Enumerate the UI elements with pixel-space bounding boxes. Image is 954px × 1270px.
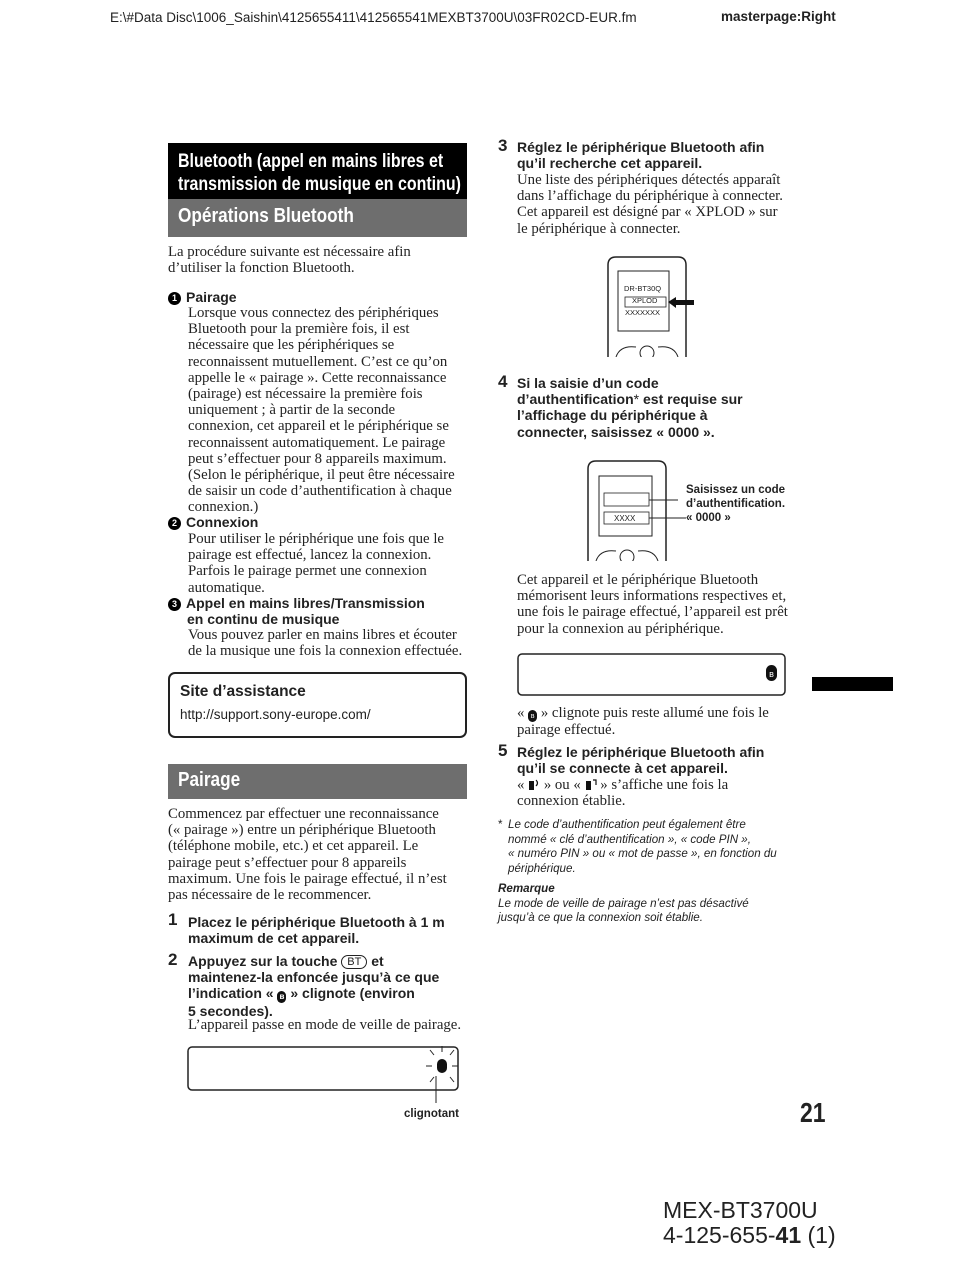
file-path: E:\#Data Disc\1006_Saishin\4125655411\412565541MEXBT3700U\03FR02CD-EUR.fm: [110, 10, 637, 25]
text-line: Pour utiliser le périphérique une fois que le: [188, 531, 444, 547]
text-line: automatique.: [188, 579, 265, 596]
text-line: connexion établie.: [517, 793, 626, 810]
instruction-line: 5 secondes).: [188, 1003, 273, 1020]
step-2-body: L’appareil passe en mode de veille de pairage.: [188, 1017, 462, 1033]
operation-title-text: Pairage: [186, 289, 237, 305]
section-title-line1: Bluetooth (appel en mains libres et: [178, 151, 444, 172]
text-line: Cet appareil et le périphérique Bluetooth: [517, 572, 759, 588]
text-line: (Selon le périphérique, il peut être nécessaire: [188, 467, 455, 484]
step-5-body: [517, 777, 807, 809]
instruction-text: d’authentification: [517, 391, 634, 408]
text-line: Parfois le pairage permet une connexion: [188, 563, 427, 580]
text-line: reconnaissent mutuellement. C’est ce qu’on: [188, 353, 448, 370]
operation-title-text: Appel en mains libres/Transmission: [186, 595, 425, 611]
text-line: dans l’affichage du périphérique à connecter.: [517, 188, 783, 205]
text-fragment: «: [517, 777, 525, 793]
text-line: (pairage) est nécessaire la première fois: [188, 386, 423, 403]
text-line: de saisir un code d’authentification à chaque: [188, 483, 452, 500]
text-line: Le mode de veille de pairage n’est pas désactivé: [498, 896, 749, 910]
section-title-line2: transmission de musique en continu): [178, 174, 461, 195]
text-line: Une liste des périphériques détectés apparaît: [517, 172, 781, 188]
text-line: peut s’effectuer pour 8 appareils maximum.: [188, 450, 447, 467]
text-line: jusqu’à ce que la connexion soit établie.: [498, 911, 703, 924]
step-3-body: [517, 172, 807, 237]
instruction-line: Réglez le périphérique Bluetooth afin: [517, 744, 765, 760]
display-blinking-illustration: [186, 1043, 466, 1103]
text-line: mémorisent leurs informations respectives et,: [517, 588, 787, 605]
instruction-text: et: [371, 953, 384, 969]
text-line: le périphérique à connecter.: [517, 220, 681, 237]
instruction-line: l’affichage du périphérique à: [517, 407, 708, 424]
intro-paragraph: [168, 244, 468, 276]
text-line: une fois le pairage effectué, l’appareil est prêt: [517, 604, 788, 621]
text-line: Commencez par effectuer une reconnaissance: [168, 806, 439, 822]
instruction-line: Placez le périphérique Bluetooth à 1 m: [188, 914, 445, 930]
model-name: MEX-BT3700U: [663, 1197, 818, 1223]
circled-number: 1: [168, 292, 181, 305]
subtitle-banner: [168, 199, 467, 237]
text-line: « numéro PIN » ou « mot de passe », en fonction du: [508, 847, 777, 860]
step-5-instruction: [517, 744, 764, 776]
section-subtitle: Opérations Bluetooth: [178, 205, 354, 227]
operation-3-body: [188, 627, 478, 659]
remark-block: [498, 882, 798, 926]
text-line: reconnaissent automatiquement. Le pairage: [188, 434, 446, 451]
instruction-line: maximum de cet appareil.: [188, 930, 360, 947]
text-line: périphérique.: [508, 861, 576, 875]
text-line: pas nécessaire de le recommencer.: [168, 887, 372, 904]
operation-1-body: [188, 305, 478, 516]
text-line: nommé « clé d’authentification », « code PIN »,: [508, 832, 751, 846]
phone-list-item-selected: XPLOD: [632, 296, 658, 305]
svg-text:ʙ: ʙ: [769, 669, 774, 679]
phone-list-item: DR-BT30Q: [624, 284, 662, 293]
step-4-after-display: [517, 705, 807, 738]
circled-number: 2: [168, 517, 181, 530]
callout-line: Saisissez un code: [686, 484, 786, 496]
instruction-line: qu’il recherche cet appareil.: [517, 155, 703, 172]
phone-device-list-illustration: [606, 255, 696, 357]
operation-2-title: [168, 514, 258, 530]
model-code: [663, 1198, 836, 1248]
instruction-line: qu’il se connecte à cet appareil.: [517, 760, 728, 777]
step-1-number: 1: [168, 910, 178, 929]
support-url[interactable]: http://support.sony-europe.com/: [180, 707, 371, 722]
instruction-text: est requise sur: [639, 391, 743, 408]
step-1-instruction: [188, 914, 445, 946]
text-fragment: «: [517, 705, 525, 721]
instruction-text: l’indication «: [188, 985, 274, 1002]
text-line: Lorsque vous connectez des périphériques: [188, 305, 439, 321]
instruction-line: Réglez le périphérique Bluetooth afin: [517, 139, 765, 155]
part-number-bold: 41: [775, 1222, 802, 1248]
step-3-number: 3: [498, 136, 508, 155]
step-5-number: 5: [498, 741, 508, 760]
operation-2-body: [188, 531, 478, 596]
blinking-label: clignotant: [404, 1108, 459, 1120]
instruction-line: maintenez-la enfoncée jusqu’à ce que: [188, 969, 440, 986]
step-2-instruction: [188, 953, 478, 1020]
operation-3-title: [168, 595, 425, 627]
support-title: Site d’assistance: [180, 683, 306, 700]
text-line: (téléphone mobile, etc.) et cet appareil. Le: [168, 838, 419, 855]
instruction-text: Appuyez sur la touche: [188, 953, 338, 969]
masterpage-label: masterpage:Right: [721, 9, 836, 24]
text-line: Cet appareil est désigné par « XPLOD » sur: [517, 204, 778, 221]
phone-audio-icon: [585, 778, 597, 790]
pairage-banner: [168, 764, 467, 799]
intro-line: La procédure suivante est nécessaire afin: [168, 244, 411, 260]
text-line: (« pairage ») entre un périphérique Bluetooth: [168, 822, 436, 839]
text-line: nécessaire que les périphériques se: [188, 337, 395, 354]
operation-1-title: [168, 289, 237, 305]
bluetooth-icon: ʙ: [277, 991, 286, 1003]
footnote-text: [508, 818, 808, 876]
text-line: maximum. Une fois le pairage effectué, il n’est: [168, 870, 447, 887]
text-fragment: » ou «: [543, 777, 581, 793]
step-3-instruction: [517, 139, 764, 171]
text-fragment: » clignote puis reste allumé une fois le: [540, 705, 769, 721]
bluetooth-icon: ʙ: [528, 710, 537, 722]
display-panel: [188, 1047, 458, 1090]
passcode-callout: [686, 483, 785, 525]
text-fragment: » s’affiche une fois la: [600, 777, 729, 793]
section-side-tab: [812, 677, 893, 691]
page-number: 21: [800, 1097, 826, 1128]
part-number-suffix: (1): [801, 1222, 836, 1248]
step-4-instruction: [517, 375, 807, 440]
phone-passcode-illustration: [586, 459, 806, 561]
text-line: uniquement ; à partir de la seconde: [188, 402, 396, 419]
circled-number: 3: [168, 598, 181, 611]
text-line: pairage est effectué, lancez la connexion.: [188, 547, 432, 564]
text-line: Vous pouvez parler en mains libres et écouter: [188, 627, 457, 643]
pairage-intro: [168, 806, 468, 903]
text-line: connexion.): [188, 499, 259, 516]
callout-line: d’authentification.: [686, 498, 786, 510]
bt-key-icon: BT: [341, 955, 367, 969]
text-line: pairage peut s’effectuer pour 8 appareils: [168, 854, 407, 871]
instruction-text: » clignote (environ: [290, 985, 415, 1002]
text-line: Bluetooth pour la première fois, il est: [188, 321, 410, 338]
phone-list-item: XXXXXXX: [625, 308, 661, 317]
support-site-box: [168, 672, 467, 738]
display-paired-illustration: [516, 652, 788, 698]
instruction-line: connecter, saisissez « 0000 ».: [517, 423, 715, 440]
intro-line: d’utiliser la fonction Bluetooth.: [168, 260, 355, 277]
text-line: appelle le « pairage ». Cette reconnaissance: [188, 369, 447, 386]
phone-handsfree-icon: [528, 778, 540, 790]
callout-line: « 0000 »: [686, 512, 731, 524]
step-2-number: 2: [168, 950, 178, 969]
operation-title-text: en continu de musique: [187, 611, 340, 628]
remark-title: Remarque: [498, 882, 555, 895]
instruction-line: Si la saisie d’un code: [517, 375, 659, 391]
text-line: de la musique une fois la connexion effectuée.: [188, 643, 463, 660]
pairage-title: Pairage: [178, 769, 241, 791]
operation-title-text: Connexion: [186, 514, 259, 530]
part-number: 4-125-655-: [663, 1222, 776, 1248]
passcode-field: XXXX: [614, 514, 636, 523]
text-line: pairage effectué.: [517, 722, 616, 738]
display-panel: [518, 654, 785, 695]
section-title-banner: [168, 143, 467, 199]
step-4-number: 4: [498, 372, 508, 391]
text-line: connexion, cet appareil et le périphérique se: [188, 418, 449, 435]
footnote-marker: *: [633, 391, 640, 408]
step-4-body: [517, 572, 807, 637]
footnote-star: *: [498, 818, 503, 831]
text-line: Le code d’authentification peut également être: [508, 818, 746, 831]
text-line: pour la connexion au périphérique.: [517, 620, 724, 637]
